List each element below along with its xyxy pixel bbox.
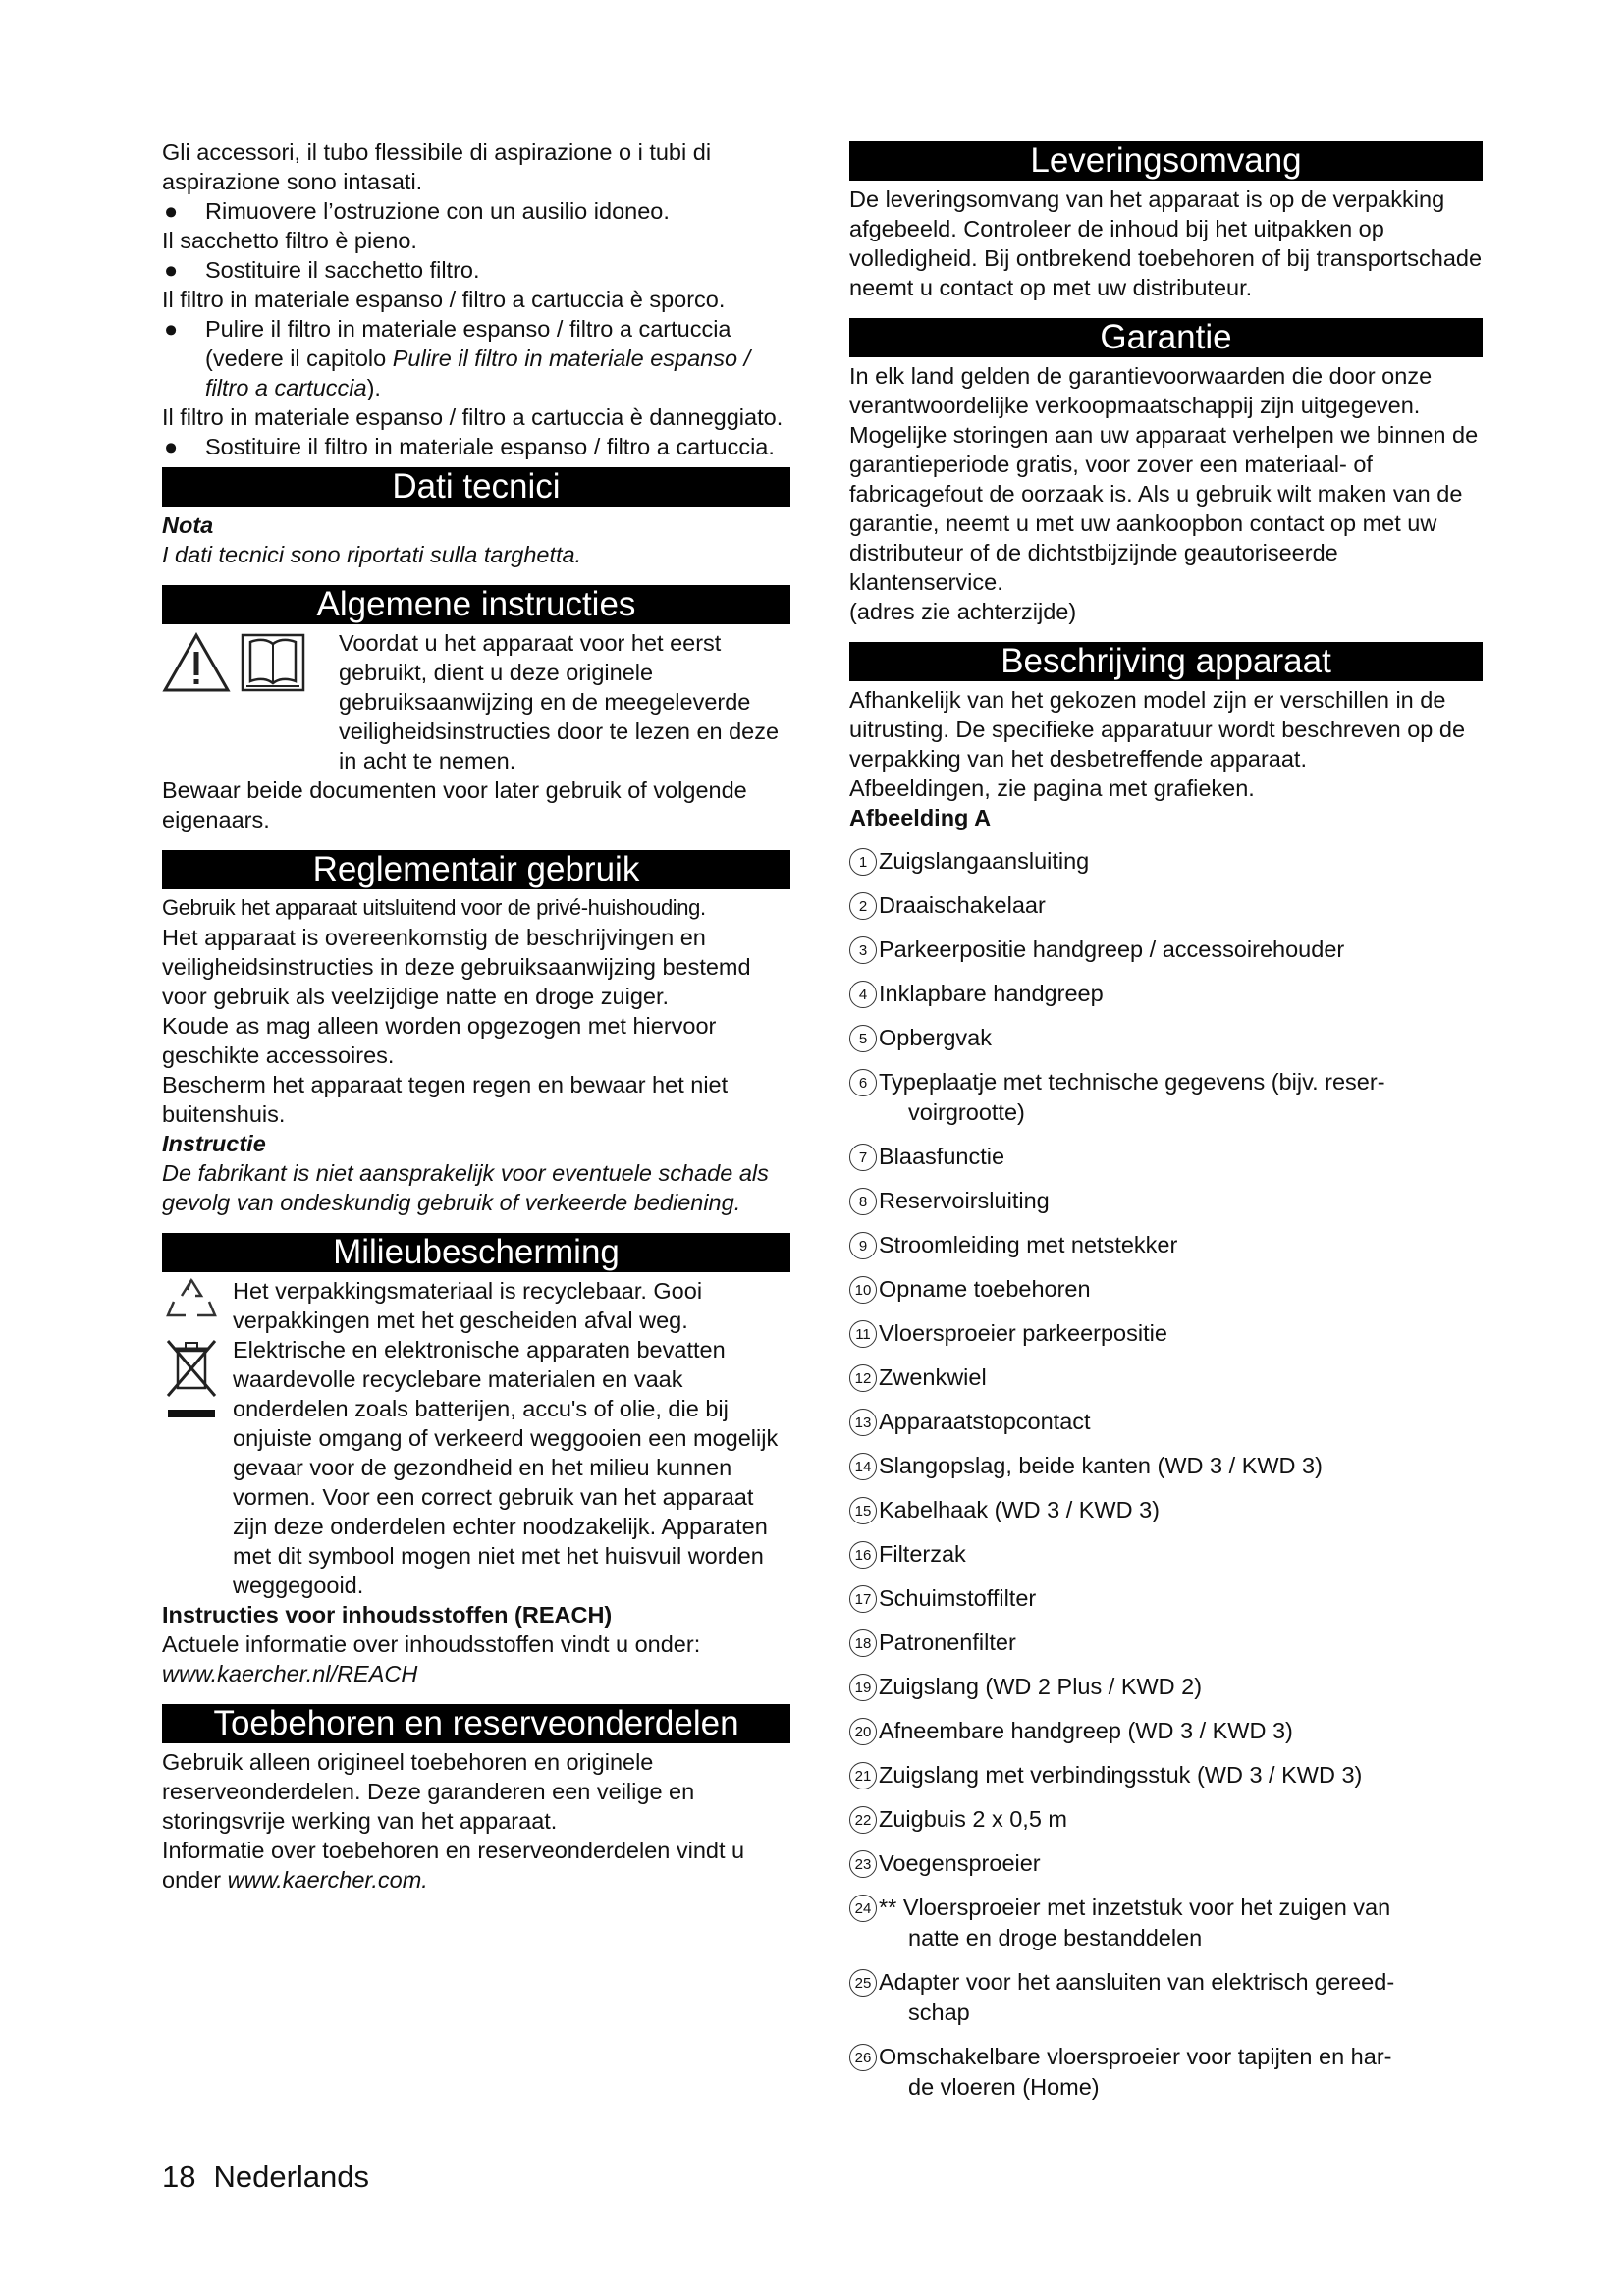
component-item: [849, 1067, 1483, 1128]
right-column: [849, 137, 1483, 2116]
item-label: Opbergvak: [879, 1025, 992, 1050]
reach-label: Instructies voor inhoudsstoffen (REACH): [162, 1602, 613, 1628]
item-number-badge: 17: [849, 1585, 877, 1613]
item-label: Zwenkwiel: [879, 1364, 987, 1390]
item-number-badge: 15: [849, 1497, 877, 1524]
kaercher-url[interactable]: www.kaercher.com.: [227, 1867, 428, 1893]
item-label: Zuigslangaansluiting: [879, 848, 1090, 874]
component-item: [849, 1848, 1483, 1879]
usage-text-1: Gebruik het apparaat uitsluitend voor de privé-huishouding.: [162, 895, 706, 920]
item-number-badge: 3: [849, 936, 877, 964]
warranty-address: (adres zie achterzijde): [849, 599, 1077, 624]
footer-language: Nederlands: [213, 2160, 370, 2194]
item-number-badge: 6: [849, 1069, 877, 1096]
item-label-continued: schap: [908, 2000, 970, 2025]
item-label: Reservoirsluiting: [879, 1188, 1050, 1213]
bullet-icon: ●: [164, 316, 179, 342]
item-number-badge: 21: [849, 1762, 877, 1789]
item-number-badge: 8: [849, 1188, 877, 1215]
recycle-icon: [162, 1276, 221, 1321]
item-number-badge: 5: [849, 1025, 877, 1052]
usage-text-3: Koude as mag alleen worden opgezogen met hiervoor geschikte accessoires.: [162, 1013, 717, 1068]
instruction-label: Instructie: [162, 1131, 266, 1156]
section-heading-levering: Leveringsomvang: [849, 141, 1483, 181]
component-item: [849, 1142, 1483, 1172]
remedy-item: [162, 314, 790, 402]
item-label: Slangopslag, beide kanten (WD 3 / KWD 3): [879, 1453, 1323, 1478]
item-label: Stroomleiding met netstekker: [879, 1232, 1178, 1257]
item-label: Opname toebehoren: [879, 1276, 1091, 1302]
electronics-text: Elektrische en elektronische apparaten bevatten waardevolle recyclebare materialen en vaak onderdelen zoals batterijen, accu's of olie, die bij onjuiste omgang of verkeerd weggooien een mogelijk gevaar voor de gezondheid en het milieu kunnen vormen. Voor een correct gebruik van het apparaat zijn deze onderdelen echter noodzakelijk. Apparaten met dit symbool mogen niet met het huisvuil worden weggegooid.: [233, 1337, 779, 1598]
item-number-badge: 13: [849, 1409, 877, 1436]
component-item: [849, 979, 1483, 1009]
item-label-continued: natte en droge bestanddelen: [908, 1925, 1203, 1950]
remedy-item: [162, 432, 790, 461]
item-label: Schuimstoffilter: [879, 1585, 1037, 1611]
warning-triangle-icon: [162, 632, 231, 693]
bullet-icon: ●: [164, 198, 179, 224]
section-heading-beschrijving: Beschrijving apparaat: [849, 642, 1483, 681]
component-item: [849, 1495, 1483, 1525]
safety-intro: [162, 628, 790, 775]
item-label: Apparaatstopcontact: [879, 1409, 1091, 1434]
left-column: [162, 137, 790, 1895]
remedy-text: Sostituire il sacchetto filtro.: [205, 257, 480, 283]
component-item: [849, 1716, 1483, 1746]
item-number-badge: 26: [849, 2044, 877, 2071]
description-figures: Afbeeldingen, zie pagina met grafieken.: [849, 775, 1255, 801]
remedy-item: [162, 255, 790, 285]
manual-book-icon: [239, 632, 307, 693]
remedy-text: Rimuovere l’ostruzione con un ausilio idoneo.: [205, 198, 670, 224]
component-item: [849, 1186, 1483, 1216]
item-label: Typeplaatje met technische gegevens (bijv. reser-: [879, 1069, 1385, 1095]
item-number-badge: 1: [849, 848, 877, 876]
component-item: [849, 1274, 1483, 1305]
problem-text: Il filtro in materiale espanso / filtro a cartuccia è danneggiato.: [162, 404, 784, 430]
component-item: [849, 1362, 1483, 1393]
item-label: Inklapbare handgreep: [879, 981, 1104, 1006]
item-number-badge: 24: [849, 1895, 877, 1922]
remedy-text: Sostituire il filtro in materiale espanso / filtro a cartuccia.: [205, 434, 775, 459]
electronics-text-head: [233, 1335, 790, 1600]
component-item: [849, 1023, 1483, 1053]
component-list: [849, 846, 1483, 2103]
item-label: Blaasfunctie: [879, 1144, 1005, 1169]
instruction-text: De fabrikant is niet aansprakelijk voor eventuele schade als gevolg van ondeskundig gebruik of verkeerde bediening.: [162, 1160, 769, 1215]
component-item: [849, 1628, 1483, 1658]
page-footer: [162, 2160, 387, 2195]
item-number-badge: 22: [849, 1806, 877, 1834]
component-item: [849, 934, 1483, 965]
item-number-badge: 23: [849, 1850, 877, 1878]
component-item: [849, 1451, 1483, 1481]
keep-documents-text: Bewaar beide documenten voor later gebruik of volgende eigenaars.: [162, 777, 747, 832]
item-number-badge: 20: [849, 1718, 877, 1745]
remedy-text: Pulire il filtro in materiale espanso / filtro a cartuccia (vedere il capitolo: [205, 316, 731, 371]
figure-label: Afbeelding A: [849, 805, 992, 830]
item-number-badge: 19: [849, 1674, 877, 1701]
component-item: [849, 890, 1483, 921]
component-item: [849, 1583, 1483, 1614]
item-number-badge: 7: [849, 1144, 877, 1171]
item-number-badge: 10: [849, 1276, 877, 1304]
usage-text-4: Bescherm het apparaat tegen regen en bewaar het niet buitenshuis.: [162, 1072, 729, 1127]
component-item: [849, 1893, 1483, 1953]
problem-text: Il sacchetto filtro è pieno.: [162, 228, 417, 253]
component-item: [849, 1318, 1483, 1349]
item-label: Zuigbuis 2 x 0,5 m: [879, 1806, 1068, 1832]
item-number-badge: 11: [849, 1320, 877, 1348]
item-label: Filterzak: [879, 1541, 966, 1567]
delivery-text: De leveringsomvang van het apparaat is op de verpakking afgebeeld. Controleer de inhoud bij het uitpakken op volledigheid. Bij ontbrekend toebehoren of bij transportschade neemt u contact op met uw distributeur.: [849, 187, 1483, 300]
item-number-badge: 25: [849, 1969, 877, 1997]
reach-text: Actuele informatie over inhoudsstoffen vindt u onder:: [162, 1631, 701, 1657]
remedy-item: [162, 196, 790, 226]
crossed-bin-icon: [162, 1335, 221, 1425]
item-number-badge: 16: [849, 1541, 877, 1569]
section-heading-toebehoren: Toebehoren en reserveonderdelen: [162, 1704, 790, 1743]
component-item: [849, 1804, 1483, 1835]
component-item: [849, 1760, 1483, 1790]
item-label: Afneembare handgreep (WD 3 / KWD 3): [879, 1718, 1293, 1743]
item-label: Adapter voor het aansluiten van elektrisch gereed-: [879, 1969, 1395, 1995]
item-number-badge: 4: [849, 981, 877, 1008]
item-label: Parkeerpositie handgreep / accessoirehouder: [879, 936, 1345, 962]
description-text: Afhankelijk van het gekozen model zijn er verschillen in de uitrusting. De specifieke apparatuur wordt beschreven op de verpakking van het desbetreffende apparaat.: [849, 687, 1466, 772]
problem-text: Il filtro in materiale espanso / filtro a cartuccia è sporco.: [162, 287, 726, 312]
accessories-info: Informatie over toebehoren en reserveonderdelen vindt u onder www.kaercher.com.: [162, 1838, 745, 1893]
page-number: 18: [162, 2160, 196, 2194]
troubleshoot-list: [162, 137, 790, 461]
packaging-text: Het verpakkingsmateriaal is recyclebaar. Gooi verpakkingen met het gescheiden afval weg.: [233, 1278, 703, 1333]
remedy-text-end: ).: [366, 375, 381, 400]
item-label-continued: voirgrootte): [908, 1099, 1025, 1125]
bullet-icon: ●: [164, 257, 179, 283]
item-label: Patronenfilter: [879, 1629, 1016, 1655]
accessories-text: Gebruik alleen origineel toebehoren en originele reserveonderdelen. Deze garanderen een veilige en storingsvrije werking van het apparaat.: [162, 1749, 695, 1834]
warranty-text: In elk land gelden de garantievoorwaarden die door onze verantwoordelijke verkoopmaatschappij zijn uitgegeven. Mogelijke storingen aan uw apparaat verhelpen we binnen de garantieperiode gratis, voor zover een materiaal- of fabricagefout de oorzaak is. Als u gebruik wilt maken van de garantie, neemt u met uw aankoopbon contact op met uw distributeur of de dichtstbijzijnde geautoriseerde klantenservice.: [849, 363, 1479, 595]
item-number-badge: 2: [849, 892, 877, 920]
bullet-icon: ●: [164, 434, 179, 459]
component-item: [849, 1230, 1483, 1260]
section-heading-milieu: Milieubescherming: [162, 1233, 790, 1272]
component-item: [849, 1407, 1483, 1437]
component-item: [849, 1539, 1483, 1570]
item-label: Zuigslang met verbindingsstuk (WD 3 / KWD 3): [879, 1762, 1363, 1788]
item-label: Kabelhaak (WD 3 / KWD 3): [879, 1497, 1161, 1522]
item-label: Vloersproeier parkeerpositie: [879, 1320, 1167, 1346]
item-label: ** Vloersproeier met inzetstuk voor het zuigen van: [879, 1895, 1391, 1920]
item-label: Voegensproeier: [879, 1850, 1041, 1876]
note-text: I dati tecnici sono riportati sulla targhetta.: [162, 542, 582, 567]
component-item: [849, 2042, 1483, 2103]
component-item: [849, 1967, 1483, 2028]
note-label: Nota: [162, 512, 214, 538]
section-heading-algemene: Algemene instructies: [162, 585, 790, 624]
reach-url[interactable]: www.kaercher.nl/REACH: [162, 1661, 418, 1686]
section-heading-dati-tecnici: Dati tecnici: [162, 467, 790, 507]
safety-intro-text: Voordat u het apparaat voor het eerst gebruikt, dient u deze originele gebruiksaanwijzing en de meegeleverde veiligheidsinstructies door te lezen en deze in acht te nemen.: [339, 630, 780, 774]
section-heading-garantie: Garantie: [849, 318, 1483, 357]
item-number-badge: 12: [849, 1364, 877, 1392]
item-number-badge: 9: [849, 1232, 877, 1259]
item-label: Draaischakelaar: [879, 892, 1046, 918]
component-item: [849, 846, 1483, 877]
usage-text-2: Het apparaat is overeenkomstig de beschrijvingen en veiligheidsinstructies in deze gebruiksaanwijzing bestemd voor gebruik als veelzijdige natte en droge zuiger.: [162, 925, 751, 1009]
problem-text: Gli accessori, il tubo flessibile di aspirazione o i tubi di aspirazione sono intasati.: [162, 139, 712, 194]
item-label: Zuigslang (WD 2 Plus / KWD 2): [879, 1674, 1203, 1699]
item-number-badge: 18: [849, 1629, 877, 1657]
chapter-reference: Pulire il filtro in materiale espanso / filtro a cartuccia: [205, 346, 751, 400]
component-item: [849, 1672, 1483, 1702]
item-label-continued: de vloeren (Home): [908, 2074, 1100, 2100]
item-label: Omschakelbare vloersproeier voor tapijten en har-: [879, 2044, 1392, 2069]
section-heading-reglementair: Reglementair gebruik: [162, 850, 790, 889]
item-number-badge: 14: [849, 1453, 877, 1480]
